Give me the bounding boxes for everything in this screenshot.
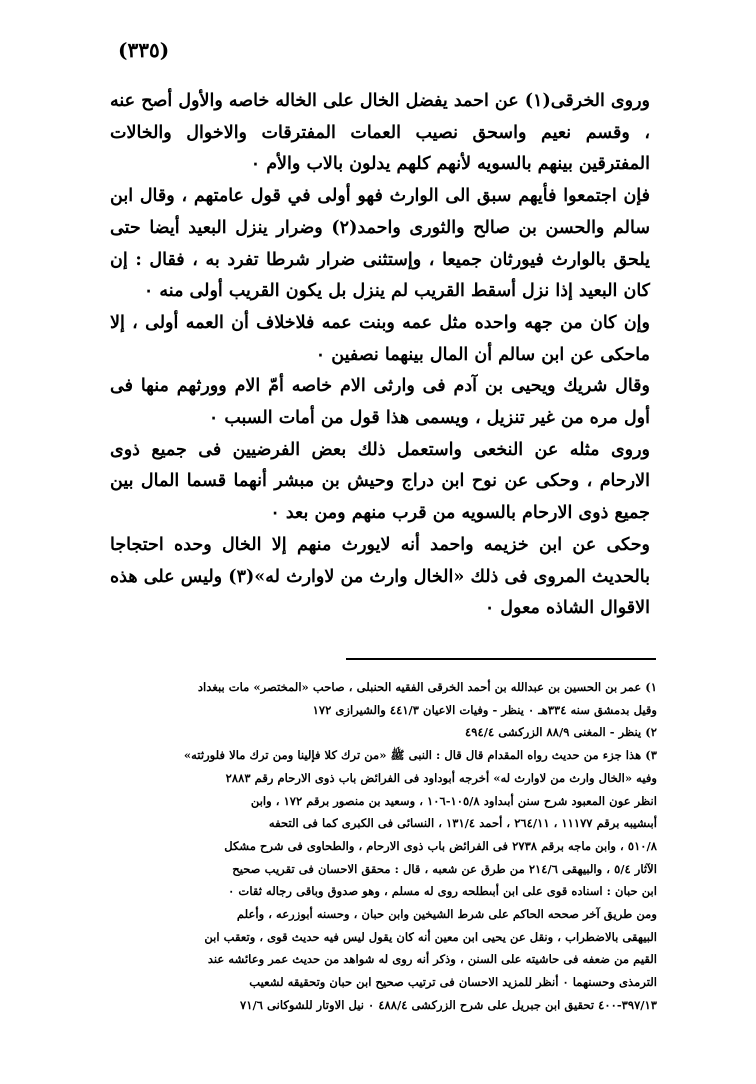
footnote-line: ٢) ينظر - المغنى ٨٨/٩ الزركشى ٤٩٤/٤ [465,725,657,740]
footnote-line: القيم من ضعفه فى حاشيته على السنن ، وذكر أنه روى له شواهد من حديث عمر وعائشه عند [207,952,657,967]
footnote-line: ١) عمر بن الحسين بن عبدالله بن أحمد الخرقى الفقيه الحنبلى ، صاحب «المختصر» مات ببغداد [197,680,657,694]
page-number: (٣٣٥) [118,38,170,62]
footnote-line: ٣٩٧/١٣-٤٠٠ تحقيق ابن جبريل على شرح الزركشى ٤٨٨/٤ ٠ نيل الاوتار للشوكانى ٧١/٦ [240,997,657,1012]
paragraph: وحكى عن ابن خزيمه واحمد أنه لايورث منهم إلا الخال وحده احتجاجا بالحديث المروى فى ذلك «الخال وارث من لاوارث له»(٣) وليس على هذه الاقوال الشاذه معول ٠ [110,534,650,619]
footnote-line: ابن حبان : اسناده قوى على ابن أبىطلحه روى له مسلم ، وهو صدوق وباقى رجاله ثقات ٠ [228,884,657,899]
footnote-line: انظر عون المعبود شرح سنن أبىداود ١٠٥/٨-١٠٦ ، وسعيد بن منصور برقم ١٧٢ ، وابن [250,793,657,808]
paragraph: وروى مثله عن النخعى واستعمل ذلك بعض الفرضيين فى جميع ذوى الارحام ، وحكى عن نوح ابن دراج وحيش بن مبشر أنهما قسما المال بين جميع ذوى الارحام بالسويه من قرب منهم ومن بعد ٠ [110,439,650,524]
footnote-line: ٣) هذا جزء من حديث رواه المقدام قال قال : النبى ﷺ «من ترك كلا فإلينا ومن ترك مالا فلورثته» [183,748,657,763]
paragraph: وقال شريك ويحيى بن آدم فى وارثى الام خاصه أمّ الام وورثهم منها فى أول مره من غير تنزيل ، ويسمى هذا قول من أمات السبب ٠ [110,376,650,429]
main-text [110,86,650,625]
footnote-line: وقيل بدمشق سنه ٣٣٤هـ ٠ ينظر - وفيات الاعيان ٤٤١/٣ والشيرازى ١٧٢ [312,702,657,717]
paragraph: وإن كان من جهه واحده مثل عمه وبنت عمه فلاخلاف أن العمه أولى ، إلا ماحكى عن ابن سالم أن المال بينهما نصفين ٠ [110,312,650,365]
footnotes [112,676,657,1017]
footnote-line: الآثار ٥/٤ ، والبيهقى ٢١٤/٦ من طرق عن شعبه ، قال : محقق الاحسان فى تقريب صحيح [232,861,657,876]
footnote-separator [346,658,656,660]
footnote-line: ومن طريق آخر صححه الحاكم على شرط الشيخين وابن حبان ، وحسنه أبوزرعه ، وأعلم [236,907,657,922]
footnote-line: أبىشيبه برقم ١١١٧٧ ، ٢٦٤/١١ ، أحمد ١٣١/٤ ، النسائى فى الكبرى كما فى التحفه [268,816,657,831]
footnote-line: الترمذى وحسنهما ٠ أنظر للمزيد الاحسان فى ترتيب صحيح ابن حبان وتحقيقه لشعيب [249,975,657,990]
paragraph: فإن اجتمعوا فأيهم سبق الى الوارث فهو أولى في قول عامتهم ، وقال ابن سالم والحسن بن صالح والثورى واحمد(٢) وضرار ينزل البعيد أيضا حتى يلحق بالوارث فيورثان جميعا ، وإستثنى ضرار شرطا تفرد به ، فقال : إن كان البعيد إذا نزل أسقط القريب لم ينزل بل يكون القريب أولى منه ٠ [110,186,651,302]
footnote-line: البيهقى بالاضطراب ، ونقل عن يحيى ابن معين أنه كان يقول ليس فيه حديث قوى ، وتعقب ابن [204,929,657,944]
footnote-line: وفيه «الخال وارث من لاوارث له» أخرجه أبوداود فى الفرائض باب ذوى الارحام رقم ٢٨٨٣ [225,770,657,785]
footnote-line: ٥١٠/٨ ، وابن ماجه برقم ٢٧٣٨ فى الفرائض باب ذوى الارحام ، والطحاوى فى شرح مشكل [224,838,657,853]
paragraph: وروى الخرقى(١) عن احمد يفضل الخال على الخاله خاصه والأول أصح عنه ، وقسم نعيم واسحق نصيب العمات المفترقات والاخوال والخالات المفترقين بينهم بالسويه لأنهم كلهم يدلون بالاب والأم ٠ [110,91,650,175]
